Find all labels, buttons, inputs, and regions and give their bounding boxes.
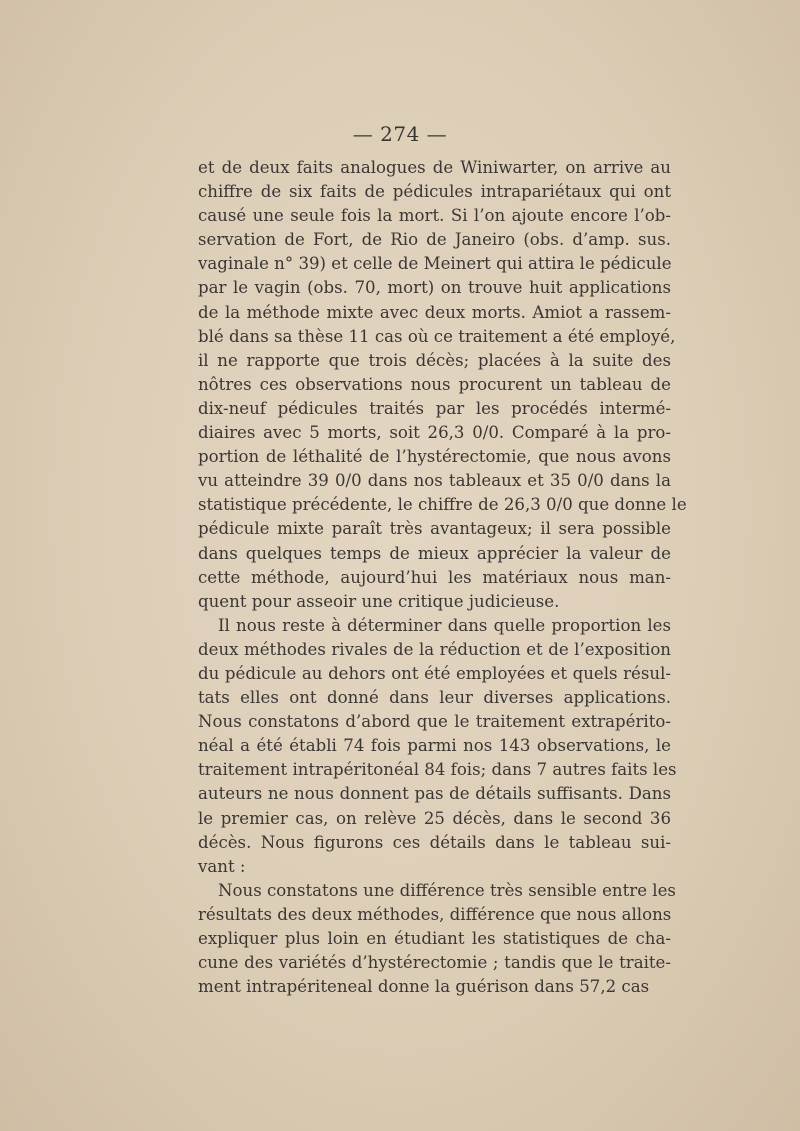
- text-line: nôtres ces observations nous procurent un tableau de: [198, 374, 671, 394]
- text-line: par le vagin (obs. 70, mort) on trouve huit applications: [198, 278, 671, 298]
- text-line: cune des variétés d’hystérectomie ; tandis que le traite-: [198, 953, 671, 973]
- text-line: de la méthode mixte avec deux morts. Amiot a rassem-: [198, 302, 671, 322]
- text-line: Nous constatons d’abord que le traitement extrapérito-: [198, 712, 671, 732]
- text-line: cette méthode, aujourd’hui les matériaux nous man-: [198, 567, 671, 587]
- text-line: quent pour asseoir une critique judicieuse.: [198, 591, 560, 611]
- text-line: diaires avec 5 morts, soit 26,3 0/0. Comparé à la pro-: [198, 423, 671, 443]
- text-line: dans quelques temps de mieux apprécier la valeur de: [198, 543, 671, 563]
- text-line: blé dans sa thèse 11 cas où ce traitement a été employé,: [198, 326, 676, 346]
- text-line: pédicule mixte paraît très avantageux; il sera possible: [198, 519, 671, 539]
- text-line: vant :: [198, 856, 246, 876]
- text-line: vu atteindre 39 0/0 dans nos tableaux et 35 0/0 dans la: [198, 471, 671, 491]
- text-line: expliquer plus loin en étudiant les statistiques de cha-: [198, 929, 671, 948]
- body-text: [198, 156, 687, 999]
- text-line: traitement intrapéritonéal 84 fois; dans 7 autres faits les: [198, 760, 677, 780]
- text-line: il ne rapporte que trois décès; placées à la suite des: [198, 350, 671, 370]
- text-line: dix-neuf pédicules traités par les procédés intermé-: [198, 398, 671, 418]
- text-line: tats elles ont donné dans leur diverses applications.: [198, 688, 671, 708]
- text-line: chiffre de six faits de pédicules intrapariétaux qui ont: [198, 182, 671, 202]
- text-line: et de deux faits analogues de Winiwarter, on arrive au: [198, 158, 671, 177]
- text-line: statistique précédente, le chiffre de 26,3 0/0 que donne le: [198, 495, 687, 515]
- text-line: servation de Fort, de Rio de Janeiro (obs. d’amp. sus.: [198, 230, 671, 250]
- text-line: ment intrapériteneal donne la guérison dans 57,2 cas: [198, 977, 650, 997]
- text-line: néal a été établi 74 fois parmi nos 143 observations, le: [198, 736, 671, 756]
- text-line: auteurs ne nous donnent pas de détails suffisants. Dans: [198, 784, 671, 804]
- text-line: décès. Nous figurons ces détails dans le tableau sui-: [198, 832, 671, 852]
- text-line: résultats des deux méthodes, différence que nous allons: [198, 904, 672, 924]
- text-line: le premier cas, on relève 25 décès, dans le second 36: [198, 808, 671, 828]
- text-line: Nous constatons une différence très sensible entre les: [218, 880, 676, 900]
- text-line: du pédicule au dehors ont été employées et quels résul-: [198, 663, 671, 683]
- text-line: deux méthodes rivales de la réduction et de l’exposition: [198, 639, 671, 659]
- page-number: — 274 —: [352, 122, 448, 146]
- text-line: portion de léthalité de l’hystérectomie, que nous avons: [198, 447, 671, 467]
- text-line: Il nous reste à déterminer dans quelle proportion les: [218, 615, 671, 635]
- text-line: vaginale n° 39) et celle de Meinert qui attira le pédicule: [198, 254, 672, 274]
- text-line: causé une seule fois la mort. Si l’on ajoute encore l’ob-: [198, 206, 671, 226]
